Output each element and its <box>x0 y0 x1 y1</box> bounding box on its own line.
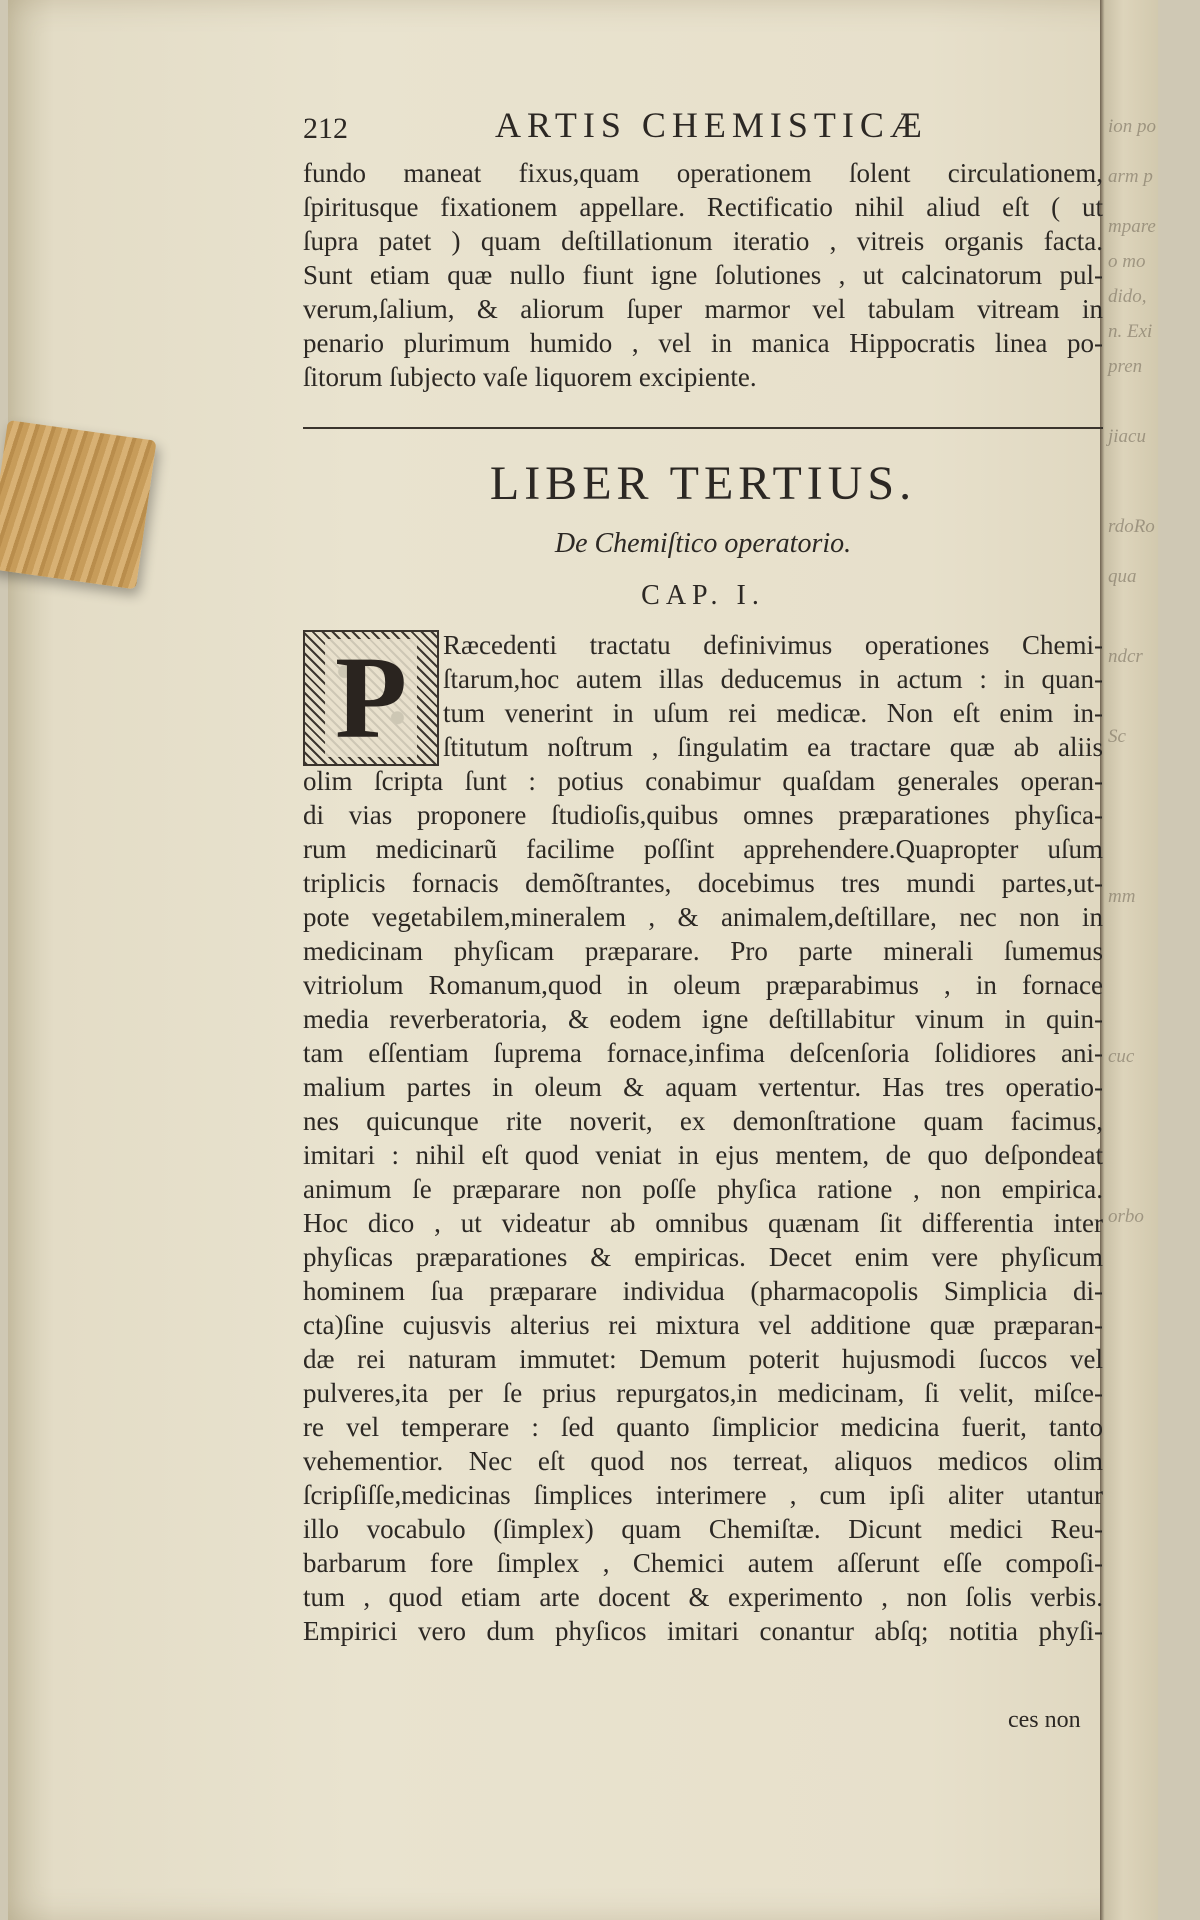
bleed-text: arm p <box>1108 166 1153 187</box>
text-line: barbarum fore ſimplex , Chemici autem aſſerunt eſſe compoſi- <box>303 1548 1103 1578</box>
bleed-text: o mo <box>1108 251 1146 272</box>
text-line: animum ſe præparare non poſſe phyſica ratione , non empirica. <box>303 1174 1103 1204</box>
text-line: olim ſcripta ſunt : potius conabimur quaſdam generales operan- <box>303 766 1103 796</box>
text-line: ſpiritusque fixationem appellare. Rectificatio nihil aliud eſt ( ut <box>303 192 1103 222</box>
catchword: ces non <box>1008 1707 1081 1733</box>
book-title: LIBER TERTIUS. <box>489 457 917 510</box>
page-header <box>303 100 1103 150</box>
text-line: medicinam phyſicam præparare. Pro parte minerali ſumemus <box>303 936 1103 966</box>
bleed-text: ndcr <box>1108 646 1143 667</box>
text-line: pulveres,ita per ſe prius repurgatos,in medicinam, ſi velit, miſce- <box>303 1378 1103 1408</box>
text-line: rum medicinarũ facilime poſſint apprehendere.Quapropter uſum <box>303 834 1103 864</box>
text-line: Ræcedenti tractatu definivimus operationes Chemi- <box>443 630 1103 660</box>
bleed-text: orbo <box>1108 1206 1144 1227</box>
book-page <box>8 0 1158 1920</box>
chapter-heading: CAP. I. <box>641 580 765 611</box>
text-line: ſitorum ſubjecto vaſe liquorem excipiente. <box>303 362 757 392</box>
text-line: ſtarum,hoc autem illas deducemus in actum : in quan- <box>443 664 1103 694</box>
text-line: di vias proponere ſtudioſis,quibus omnes præparationes phyſica- <box>303 800 1103 830</box>
bleed-text: pren <box>1108 356 1143 377</box>
running-head: ARTIS CHEMISTICÆ <box>495 105 928 145</box>
text-line: tam eſſentiam ſuprema fornace,infima deſcenſoria ſolidiores ani- <box>303 1038 1103 1068</box>
bleed-text: mm <box>1108 886 1136 907</box>
text-line: ſcripſiſſe,medicinas ſimplices interimere , cum ipſi aliter utantur <box>303 1480 1103 1510</box>
text-line: Hoc dico , ut videatur ab omnibus quænam ſit differentia inter <box>303 1208 1103 1238</box>
text-line: nes quicunque rite noverit, ex demonſtratione quam facimus, <box>303 1106 1103 1136</box>
bleed-text: n. Exi <box>1108 321 1153 342</box>
text-line: re vel temperare : ſed quanto ſimplicior medicina fuerit, tanto <box>303 1412 1103 1442</box>
initial-letter: P <box>325 639 417 757</box>
text-line: ſtitutum noſtrum , ſingulatim ea tractare quæ ab aliis <box>443 732 1103 762</box>
text-line: Empirici vero dum phyſicos imitari conantur abſq; notitia phyſi- <box>303 1616 1103 1646</box>
text-line: ſupra patet ) quam deſtillationum iteratio , vitreis organis facta. <box>303 226 1103 256</box>
text-line: phyſicas præparationes & empiricas. Decet enim vere phyſicum <box>303 1242 1103 1272</box>
bleed-text: ion po <box>1108 116 1157 137</box>
bleed-text: cuc <box>1108 1046 1135 1067</box>
facing-page-edge <box>1100 0 1158 1920</box>
bleed-text: qua <box>1108 566 1137 587</box>
text-line: triplicis fornacis demõſtrantes, docebimus tres mundi partes,ut- <box>303 868 1103 898</box>
page-number: 212 <box>303 112 348 145</box>
text-line: vitriolum Romanum,quod in oleum præparabimus , in fornace <box>303 970 1103 1000</box>
text-line: imitari : nihil eſt quod veniat in ejus mentem, de quo deſpondeat <box>303 1140 1103 1170</box>
text-line: tum , quod etiam arte docent & experimento , non ſolis verbis. <box>303 1582 1103 1612</box>
bookmark-tab <box>0 420 157 589</box>
bleed-text: Sc <box>1108 726 1126 747</box>
bleed-text: mpare <box>1108 216 1156 237</box>
bleed-text: rdoRo <box>1108 516 1155 537</box>
book-subtitle: De Chemiſtico operatorio. <box>554 528 852 559</box>
text-line: pote vegetabilem,mineralem , & animalem,deſtillare, nec non in <box>303 902 1103 932</box>
ornamental-initial <box>303 630 439 766</box>
text-line: hominem ſua præparare individua (pharmacopolis Simplicia di- <box>303 1276 1103 1306</box>
text-line: dæ rei naturam immutet: Demum poterit hujusmodi ſuccos vel <box>303 1344 1103 1374</box>
text-line: illo vocabulo (ſimplex) quam Chemiſtæ. Dicunt medici Reu- <box>303 1514 1103 1544</box>
text-line: media reverberatoria, & eodem igne deſtillabitur vinum in quin- <box>303 1004 1103 1034</box>
text-line: tum venerint in uſum rei medicæ. Non eſt enim in- <box>443 698 1103 728</box>
text-line: penario plurimum humido , vel in manica Hippocratis linea po- <box>303 328 1103 358</box>
text-line: malium partes in oleum & aquam vertentur. Has tres operatio- <box>303 1072 1103 1102</box>
bleed-text: dido, <box>1108 286 1147 307</box>
text-line: Sunt etiam quæ nullo fiunt igne ſolutiones , ut calcinatorum pul- <box>303 260 1103 290</box>
text-line: vehementior. Nec eſt quod nos terreat, aliquos medicos olim <box>303 1446 1103 1476</box>
text-line: cta)ſine cujusvis alterius rei mixtura vel additione quæ præparan- <box>303 1310 1103 1340</box>
text-line: fundo maneat fixus,quam operationem ſolent circulationem, <box>303 158 1103 188</box>
bleed-text: jiacu <box>1108 426 1146 447</box>
text-line: verum,ſalium, & aliorum ſuper marmor vel tabulam vitream in <box>303 294 1103 324</box>
section-rule <box>303 427 1103 429</box>
